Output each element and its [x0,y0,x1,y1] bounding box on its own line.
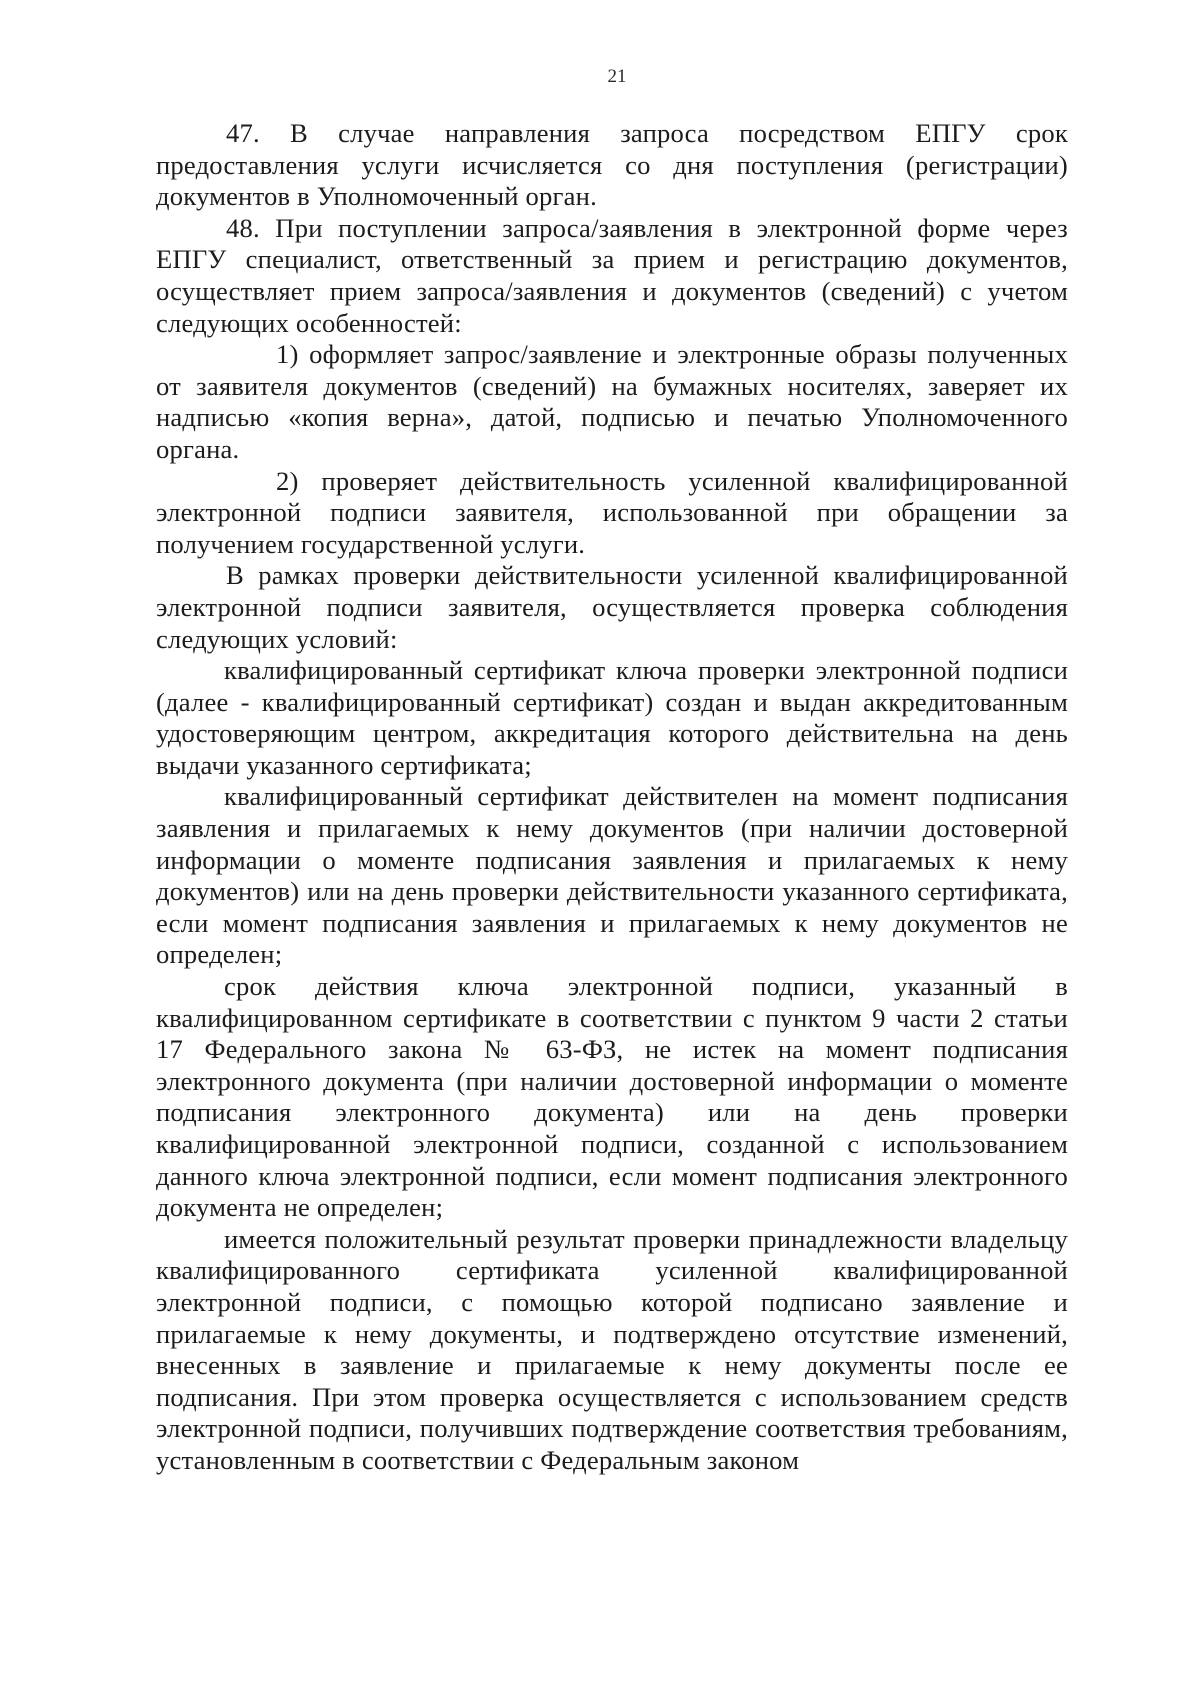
list-item-number: 1) [276,339,299,370]
paragraph-48: 48. При поступлении запроса/заявления в электронной форме через ЕПГУ специалист, ответственный за прием и регистрацию документов, осуществляет прием запроса/заявления и документов (сведений) с учетом следующих особенностей: [156,212,1068,338]
condition-paragraph: квалифицированный сертификат ключа проверки электронной подписи (далее - квалифицированный сертификат) создан и выдан аккредитованным удостоверяющим центром, аккредитация которого действительна на день выдачи указанного сертификата; [156,655,1068,780]
page-number: 21 [607,66,627,87]
condition-paragraph: срок действия ключа электронной подписи, указанный в квалифицированном сертификате в соответствии с пунктом 9 части 2 статьи 17 Федерального закона № 63-ФЗ, не истек на момент подписания электронного документа (при наличии достоверной информации о моменте подписания электронного документа) или на день проверки квалифицированной электронной подписи, созданной с использованием данного ключа электронной подписи, если момент подписания электронного документа не определен; [156,971,1068,1223]
list-item-2 [156,466,1068,561]
condition-paragraph: квалифицированный сертификат действителен на момент подписания заявления и прилагаемых к нему документов (при наличии достоверной информации о моменте подписания заявления и прилагаемых к нему документов) или на день проверки действительности указанного сертификата, если момент подписания заявления и прилагаемых к нему документов не определен; [156,781,1068,970]
condition-paragraph: имеется положительный результат проверки принадлежности владельцу квалифицированного сертификата усиленной квалифицированной электронной подписи, с помощью которой подписано заявление и прилагаемые к нему документы, и подтверждено отсутствие изменений, внесенных в заявление и прилагаемые к нему документы после ее подписания. При этом проверка осуществляется с использованием средств электронной подписи, получивших подтверждение соответствия требованиям, установленным в соответствии с Федеральным законом [156,1223,1068,1475]
document-body [156,118,1068,1477]
paragraph-verification-intro: В рамках проверки действительности усиленной квалифицированной электронной подписи заявителя, осуществляется проверка соблюдения следующих условий: [156,560,1068,654]
list-item-1 [156,339,1068,465]
paragraph-47: 47. В случае направления запроса посредством ЕПГУ срок предоставления услуги исчисляется со дня поступления (регистрации) документов в Уполномоченный орган. [156,118,1068,212]
list-item-number: 2) [276,465,299,496]
list-item-text: оформляет запрос/заявление и электронные образы полученных от заявителя документов (сведений) на бумажных носителях, заверяет их надписью «копия верна», датой, подписью и печатью Уполномоченного органа. [156,339,1068,464]
list-item-text: проверяет действительность усиленной квалифицированной электронной подписи заявителя, использованной при обращении за получением государственной услуги. [156,465,1068,559]
